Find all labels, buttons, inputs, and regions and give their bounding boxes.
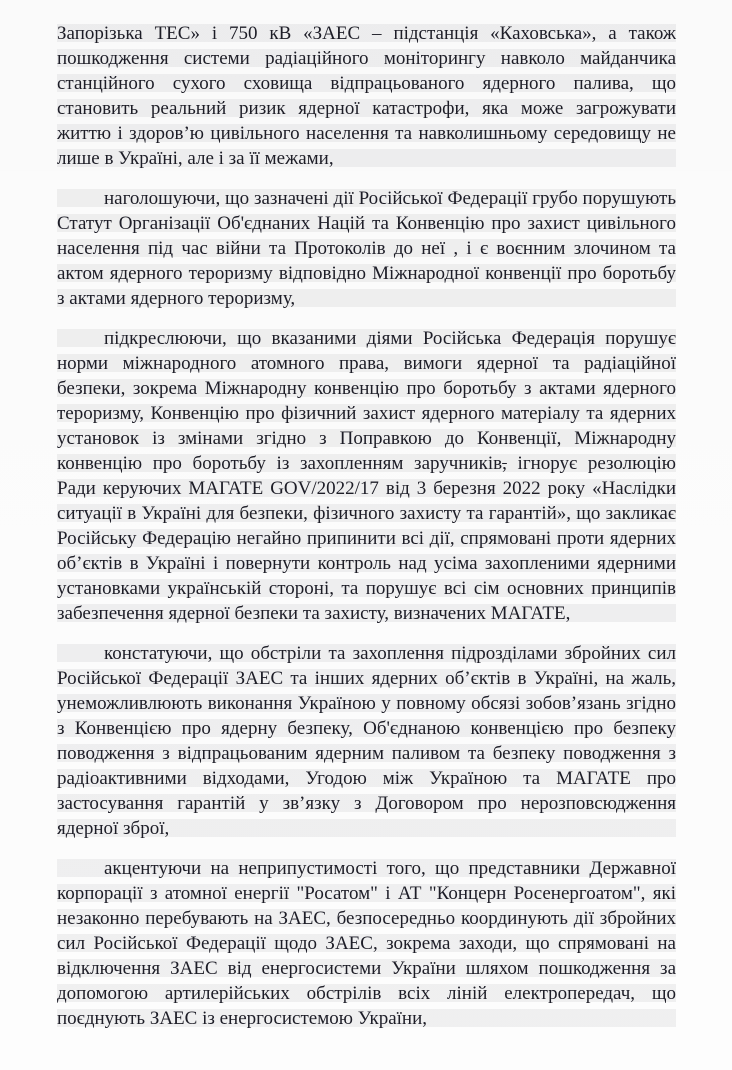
paragraph-3-text-before: підкреслюючи, що вказаними діями Російська Федерація порушує норми міжнародного атомного права, вимоги ядерної та радіаційної безпеки, зокрема Міжнародну конвенцію про боротьбу з актами ядерного тероризму, Конвенцію про фізичний захист ядерного матеріалу та ядерних установок із змінами згідно з Поправкою до Конвенції, Міжнародну конвенцію про боротьбу із захопленням заручників	[57, 328, 676, 474]
paragraph-3	[57, 326, 676, 626]
paragraph-5	[57, 856, 676, 1031]
paragraph-1-text: Запорізька ТЕС» і 750 кВ «ЗАЕС – підстанція «Каховська», а також пошкодження системи радіаційного моніторингу навколо майданчика станційного сухого сховища відпрацьованого ядерного палива, що становить реальний ризик ядерної катастрофи, яка може загрожувати життю і здоров’ю цивільного населення та навколишньому середовищу не лише в Україні, але і за її межами,	[57, 23, 676, 169]
struck-punctuation: ,	[502, 453, 507, 474]
paragraph-4	[57, 641, 676, 841]
paragraph-2-text: наголошуючи, що зазначені дії Російської Федерації грубо порушують Статут Організації Об'єднаних Націй та Конвенцію про захист цивільного населення під час війни та Протоколів до неї , і є воєнним злочином та актом ядерного тероризму відповідно Міжнародної конвенції про боротьбу з актами ядерного тероризму,	[57, 188, 676, 309]
paragraph-2	[57, 186, 676, 311]
paragraph-3-text-after: ігнорує резолюцію Ради керуючих МАГАТЕ GOV/2022/17 від 3 березня 2022 року «Наслідки ситуації в Україні для безпеки, фізичного захисту та гарантій», що закликає Російську Федерацію негайно припинити всі дії, спрямовані проти ядерних об’єктів в Україні і повернути контроль над усіма захопленими ядерними установками українській стороні, та порушує всі сім основних принципів забезпечення ядерної безпеки та захисту, визначених МАГАТЕ,	[57, 453, 676, 624]
paragraph-4-text: констатуючи, що обстріли та захоплення підрозділами збройних сил Російської Федерації ЗАЕС та інших ядерних об’єктів в Україні, на жаль, унеможливлюють виконання Україною у повному обсязі зобов’язань згідно з Конвенцією про ядерну безпеку, Об'єднаною конвенцією про безпеку поводження з відпрацьованим ядерним паливом та безпеку поводження з радіоактивними відходами, Угодою між Україною та МАГАТЕ про застосування гарантій у зв’язку з Договором про нерозповсюдження ядерної зброї,	[57, 643, 676, 839]
paragraph-1-continuation	[57, 21, 676, 171]
paragraph-5-text: акцентуючи на неприпустимості того, що представники Державної корпорації з атомної енергії "Росатом" і АТ "Концерн Росенергоатом", які незаконно перебувають на ЗАЕС, безпосередньо координують дії збройних сил Російської Федерації щодо ЗАЕС, зокрема заходи, що спрямовані на відключення ЗАЕС від енергосистеми України шляхом пошкодження за допомогою артилерійських обстрілів всіх ліній електропередач, що поєднують ЗАЕС із енергосистемою України,	[57, 858, 676, 1029]
